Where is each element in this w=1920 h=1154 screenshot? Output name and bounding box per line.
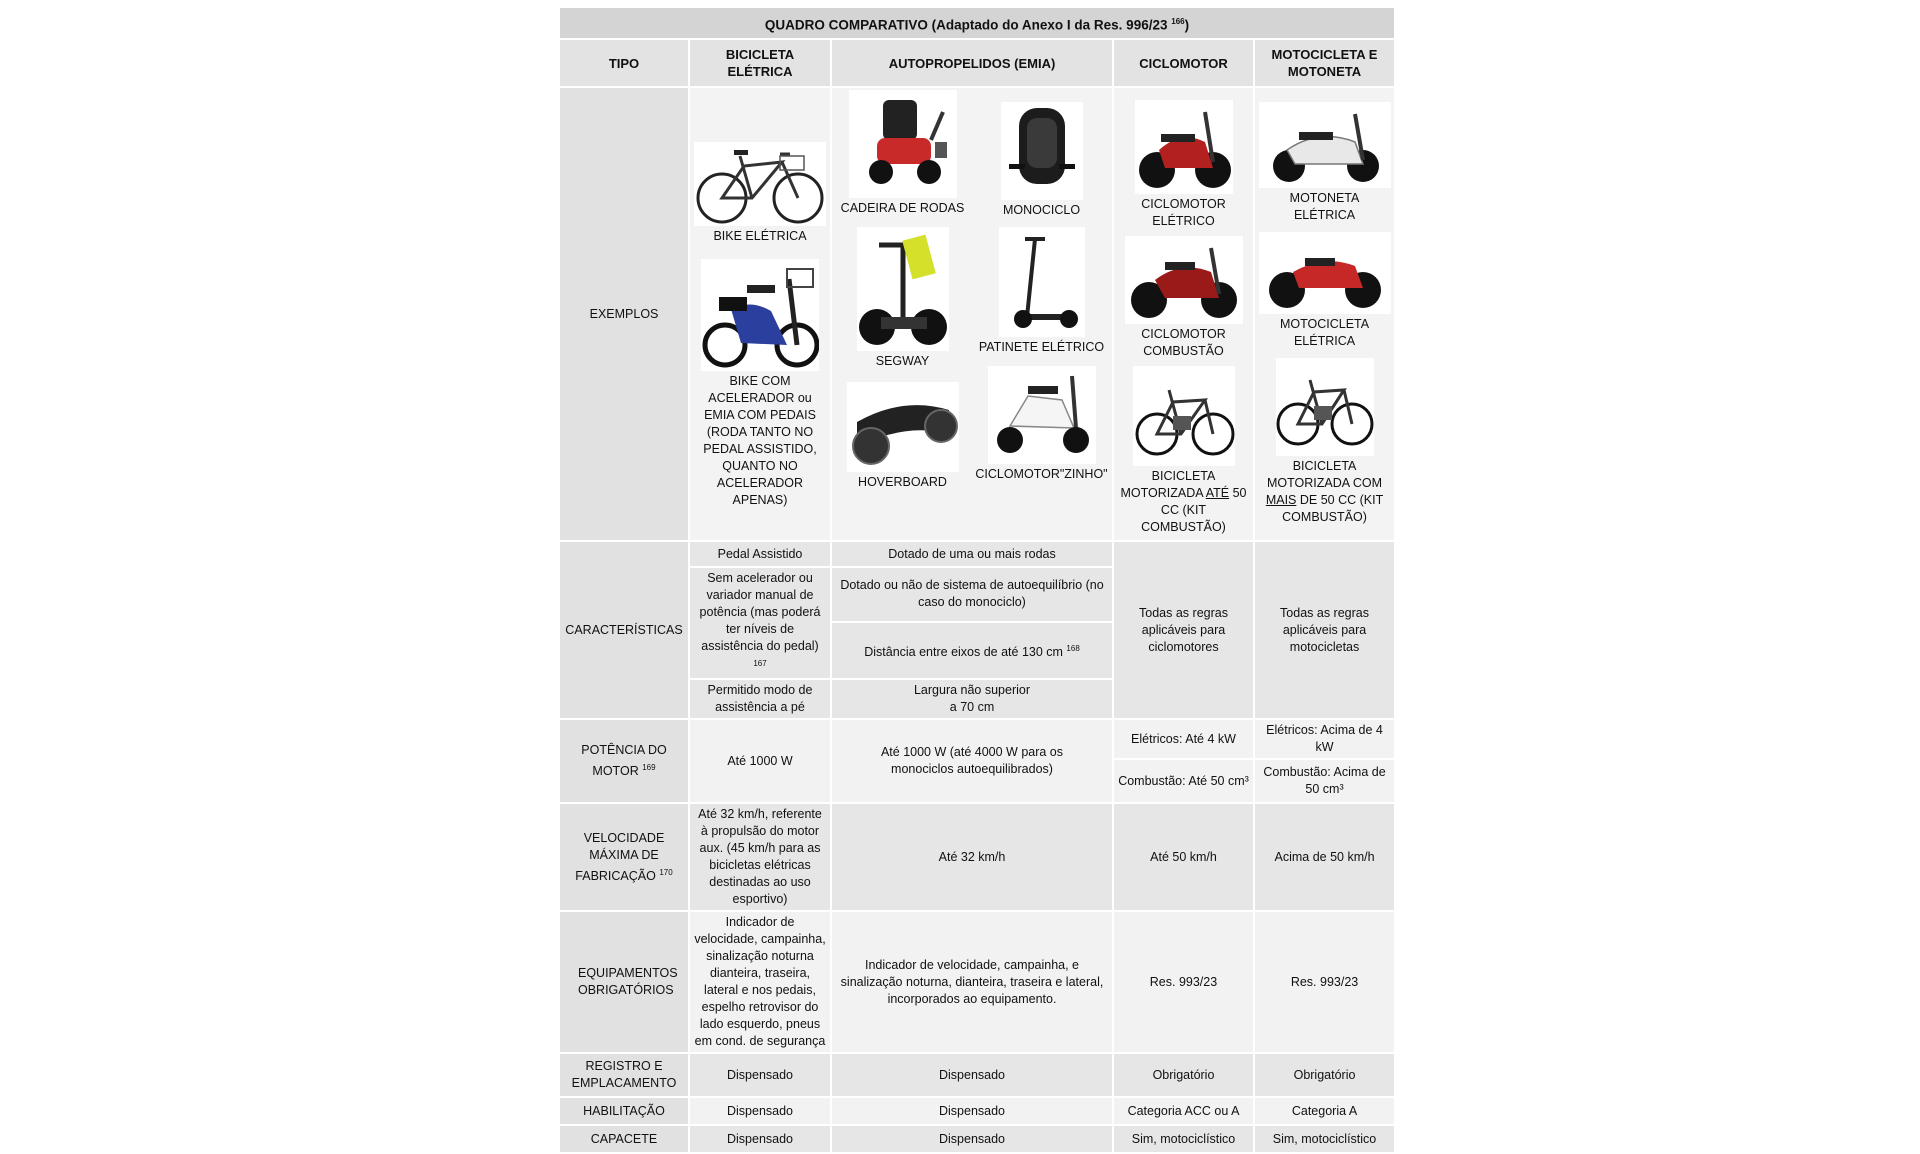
row-habilitacao bbox=[559, 1097, 1395, 1125]
caption-monociclo: MONOCICLO bbox=[1002, 203, 1081, 217]
caption-cadeira-de-rodas: CADEIRA DE RODAS bbox=[840, 201, 965, 215]
label-potencia-text: POTÊNCIA DO MOTOR bbox=[581, 743, 667, 779]
label-habilitacao: HABILITAÇÃO bbox=[559, 1097, 689, 1125]
equipamentos-ciclo: Res. 993/23 bbox=[1113, 911, 1254, 1053]
title-text: QUADRO COMPARATIVO (Adaptado do Anexo I da Res. 996/23 bbox=[764, 17, 1168, 33]
autopropelidos-col-right bbox=[975, 90, 1108, 491]
carac-bike-pedal: Pedal Assistido bbox=[689, 541, 831, 567]
velocidade-moto: Acima de 50 km/h bbox=[1254, 803, 1395, 911]
monowheel-image bbox=[1001, 102, 1083, 200]
label-registro: REGISTRO E EMPLACAMENTO bbox=[559, 1053, 689, 1097]
caption-bicicleta-com-text: BICICLETA MOTORIZADA COM bbox=[1266, 459, 1383, 490]
capacete-moto: Sim, motociclístico bbox=[1254, 1125, 1395, 1153]
habilitacao-emia: Dispensado bbox=[831, 1097, 1113, 1125]
capacete-ciclo: Sim, motociclístico bbox=[1113, 1125, 1254, 1153]
caption-mais-underline: MAIS bbox=[1265, 493, 1297, 507]
potencia-bike: Até 1000 W bbox=[689, 719, 831, 803]
example-patinete bbox=[975, 227, 1108, 356]
exemplos-motocicleta bbox=[1254, 87, 1395, 541]
header-autopropelidos: AUTOPROPELIDOS (EMIA) bbox=[831, 39, 1113, 87]
combustion-moped-image bbox=[1125, 236, 1243, 324]
segway-image bbox=[857, 227, 949, 351]
hoverboard-image bbox=[847, 382, 959, 472]
example-bicicleta-mais-50cc bbox=[1259, 358, 1390, 526]
footnote-167: 167 bbox=[753, 659, 767, 668]
label-caracteristicas: CARACTERÍSTICAS bbox=[559, 541, 689, 719]
row-registro bbox=[559, 1053, 1395, 1097]
label-exemplos: EXEMPLOS bbox=[559, 87, 689, 541]
example-ciclomotorzinho bbox=[975, 366, 1108, 483]
caption-hoverboard: HOVERBOARD bbox=[858, 475, 947, 489]
registro-moto: Obrigatório bbox=[1254, 1053, 1395, 1097]
example-motoneta-eletrica bbox=[1259, 102, 1390, 224]
motorized-bike-50cc-image bbox=[1276, 358, 1374, 456]
label-velocidade bbox=[559, 803, 689, 911]
equipamentos-moto: Res. 993/23 bbox=[1254, 911, 1395, 1053]
potencia-moto-eletrico: Elétricos: Acima de 4 kW bbox=[1254, 719, 1395, 759]
row-potencia-1 bbox=[559, 719, 1395, 759]
footnote-168: 168 bbox=[1066, 643, 1080, 653]
example-ciclomotor-eletrico bbox=[1118, 100, 1249, 230]
equipamentos-emia: Indicador de velocidade, campainha, e sinalização noturna, dianteira, traseira e lateral, incorporados ao equipamento. bbox=[831, 911, 1113, 1053]
row-velocidade bbox=[559, 803, 1395, 911]
autopropelidos-col-left bbox=[836, 90, 969, 491]
carac-emia-rodas: Dotado de uma ou mais rodas bbox=[831, 541, 1113, 567]
example-bike-acelerador bbox=[694, 259, 826, 509]
potencia-moto-combustao: Combustão: Acima de 50 cm³ bbox=[1254, 759, 1395, 803]
example-motocicleta-eletrica bbox=[1259, 232, 1390, 350]
caption-bicicleta-ate-50cc bbox=[1118, 468, 1249, 536]
example-bike-eletrica bbox=[694, 142, 826, 245]
e-scooter-image bbox=[999, 227, 1085, 337]
label-potencia bbox=[559, 719, 689, 803]
carac-bike-acelerador bbox=[689, 567, 831, 679]
exemplos-bicicleta bbox=[689, 87, 831, 541]
motorized-bike-image bbox=[1133, 366, 1235, 466]
header-ciclomotor: CICLOMOTOR bbox=[1113, 39, 1254, 87]
caption-ciclomotor-combustao: CICLOMOTOR COMBUSTÃO bbox=[1141, 327, 1226, 358]
exemplos-ciclomotor bbox=[1113, 87, 1254, 541]
electric-bike-image bbox=[694, 142, 826, 226]
comparison-table bbox=[558, 6, 1396, 1154]
carac-motocicleta: Todas as regras aplicáveis para motocicletas bbox=[1254, 541, 1395, 719]
potencia-ciclo-eletrico: Elétricos: Até 4 kW bbox=[1113, 719, 1254, 759]
habilitacao-moto: Categoria A bbox=[1254, 1097, 1395, 1125]
velocidade-emia: Até 32 km/h bbox=[831, 803, 1113, 911]
caption-mais-50cc-text: DE 50 CC (KIT COMBUSTÃO) bbox=[1282, 493, 1384, 524]
header-tipo: TIPO bbox=[559, 39, 689, 87]
velocidade-ciclo: Até 50 km/h bbox=[1113, 803, 1254, 911]
equipamentos-bike: Indicador de velocidade, campainha, sinalização noturna dianteira, traseira, lateral e nos pedais, espelho retrovisor do lado esquerdo, pneus em cond. de segurança bbox=[689, 911, 831, 1053]
row-caracteristicas-1 bbox=[559, 541, 1395, 567]
caption-50cc-text: 50 CC (KIT COMBUSTÃO) bbox=[1141, 486, 1247, 534]
carac-emia-autoequilibrio: Dotado ou não de sistema de autoequilíbrio (no caso do monociclo) bbox=[831, 567, 1113, 622]
carac-bike-assistencia: Permitido modo de assistência a pé bbox=[689, 679, 831, 719]
carac-emia-distancia bbox=[831, 622, 1113, 679]
example-hoverboard bbox=[836, 382, 969, 491]
registro-ciclo: Obrigatório bbox=[1113, 1053, 1254, 1097]
carac-ciclomotor: Todas as regras aplicáveis para ciclomotores bbox=[1113, 541, 1254, 719]
example-cadeira-de-rodas bbox=[836, 90, 969, 217]
velocidade-bike: Até 32 km/h, referente à propulsão do motor aux. (45 km/h para as bicicletas elétricas destinadas ao uso esportivo) bbox=[689, 803, 831, 911]
mini-scooter-image bbox=[988, 366, 1096, 464]
exemplos-autopropelidos bbox=[831, 87, 1113, 541]
label-capacete: CAPACETE bbox=[559, 1125, 689, 1153]
caption-ciclomotorzinho: CICLOMOTOR"ZINHO" bbox=[975, 467, 1108, 481]
caption-bike-acelerador: BIKE COM ACELERADOR ou EMIA COM PEDAIS (RODA TANTO NO PEDAL ASSISTIDO, QUANTO NO ACELERADOR APENAS) bbox=[703, 374, 817, 507]
electric-moped-image bbox=[1135, 100, 1233, 194]
capacete-bike: Dispensado bbox=[689, 1125, 831, 1153]
example-monociclo bbox=[975, 102, 1108, 219]
registro-emia: Dispensado bbox=[831, 1053, 1113, 1097]
header-motocicleta: MOTOCICLETA E MOTONETA bbox=[1254, 39, 1395, 87]
title-footnote: 166 bbox=[1171, 16, 1185, 26]
electric-motorcycle-image bbox=[1259, 232, 1391, 314]
example-bicicleta-ate-50cc bbox=[1118, 366, 1249, 536]
row-capacete bbox=[559, 1125, 1395, 1153]
habilitacao-bike: Dispensado bbox=[689, 1097, 831, 1125]
scooter-bike-image bbox=[701, 259, 819, 371]
caption-ate-underline: ATÉ bbox=[1205, 486, 1230, 500]
header-row bbox=[559, 39, 1395, 87]
carac-emia-distancia-text: Distância entre eixos de até 130 cm bbox=[864, 645, 1063, 660]
caption-bicicleta-ate-text: BICICLETA MOTORIZADA bbox=[1120, 469, 1216, 500]
electric-scooter-image bbox=[1259, 102, 1391, 188]
caption-ciclomotor-eletrico: CICLOMOTOR ELÉTRICO bbox=[1141, 197, 1226, 228]
footnote-170: 170 bbox=[659, 867, 673, 877]
header-bicicleta: BICICLETA ELÉTRICA bbox=[689, 39, 831, 87]
label-equipamentos: EQUIPAMENTOS OBRIGATÓRIOS bbox=[559, 911, 689, 1053]
habilitacao-ciclo: Categoria ACC ou A bbox=[1113, 1097, 1254, 1125]
caption-patinete: PATINETE ELÉTRICO bbox=[978, 340, 1105, 354]
example-segway bbox=[836, 227, 969, 370]
caption-bike-eletrica: BIKE ELÉTRICA bbox=[713, 229, 807, 243]
label-velocidade-text: VELOCIDADE MÁXIMA DE FABRICAÇÃO bbox=[575, 830, 665, 883]
capacete-emia: Dispensado bbox=[831, 1125, 1113, 1153]
caption-motoneta-eletrica: MOTONETA ELÉTRICA bbox=[1289, 191, 1360, 222]
row-equipamentos bbox=[559, 911, 1395, 1053]
example-ciclomotor-combustao bbox=[1118, 236, 1249, 360]
title-close: ) bbox=[1184, 17, 1190, 33]
carac-emia-largura: Largura não superior a 70 cm bbox=[831, 679, 1113, 719]
registro-bike: Dispensado bbox=[689, 1053, 831, 1097]
row-exemplos bbox=[559, 87, 1395, 541]
caption-motocicleta-eletrica: MOTOCICLETA ELÉTRICA bbox=[1279, 317, 1370, 348]
mobility-scooter-image bbox=[849, 90, 957, 198]
carac-bike-acelerador-text: Sem acelerador ou variador manual de potência (mas poderá ter níveis de assistência do pedal) bbox=[699, 571, 821, 653]
autopropelidos-grid bbox=[836, 90, 1108, 491]
comparison-document bbox=[558, 6, 1394, 1154]
potencia-ciclo-combustao: Combustão: Até 50 cm³ bbox=[1113, 759, 1254, 803]
footnote-169: 169 bbox=[642, 763, 656, 773]
table-title bbox=[559, 7, 1395, 39]
caption-bicicleta-mais-50cc bbox=[1259, 458, 1390, 526]
potencia-emia: Até 1000 W (até 4000 W para os monociclos autoequilibrados) bbox=[831, 719, 1113, 803]
caption-segway: SEGWAY bbox=[875, 354, 930, 368]
